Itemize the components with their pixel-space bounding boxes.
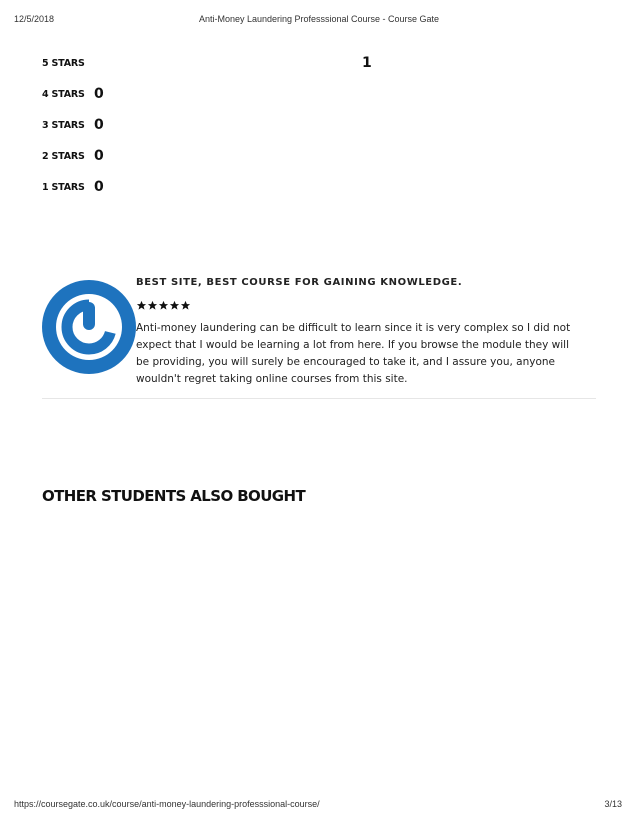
star-icon [180,300,191,311]
rating-bar-fill [94,54,374,74]
rating-count: 0 [94,86,104,102]
rating-label: 2 STARS [42,151,85,162]
print-url: https://coursegate.co.uk/course/anti-money-laundering-professsional-course/ [14,799,320,809]
rating-breakdown [42,54,562,209]
rating-count: 0 [94,179,104,195]
rating-bar [94,85,374,105]
rating-bar [94,178,374,198]
star-icon [136,300,147,311]
rating-count: 1 [362,55,372,71]
rating-row-5 [42,54,562,85]
rating-label: 5 STARS [42,58,85,69]
rating-bar [94,147,374,167]
rating-label: 1 STARS [42,182,85,193]
star-icon [158,300,169,311]
other-students-heading: OTHER STUDENTS ALSO BOUGHT [42,487,306,505]
divider [42,398,596,399]
rating-row-2 [42,147,562,178]
rating-count: 0 [94,117,104,133]
print-date: 12/5/2018 [14,14,55,24]
rating-label: 4 STARS [42,89,85,100]
review-body [136,276,576,388]
review-text: Anti-money laundering can be difficult to learn since it is very complex so I did not expect that I would be learning a lot from here. If you browse the module they will be providing, you will surely be encouraged to take it, and I assure you, anyone wouldn't regret taking online courses from this site. [136,322,571,385]
rating-row-4 [42,85,562,116]
star-icon [147,300,158,311]
star-icon [169,300,180,311]
rating-row-1 [42,178,562,209]
review-title: BEST SITE, BEST COURSE FOR GAINING KNOWLEDGE. [136,277,463,288]
print-page-title: Anti-Money Laundering Professsional Course - Course Gate [198,14,440,24]
review-star-rating [136,300,576,314]
rating-label: 3 STARS [42,120,85,131]
rating-row-3 [42,116,562,147]
rating-count: 0 [94,148,104,164]
rating-bar [94,54,374,74]
print-page-number: 3/13 [604,799,622,809]
rating-bar [94,116,374,136]
gravatar-logo-icon [42,280,136,374]
